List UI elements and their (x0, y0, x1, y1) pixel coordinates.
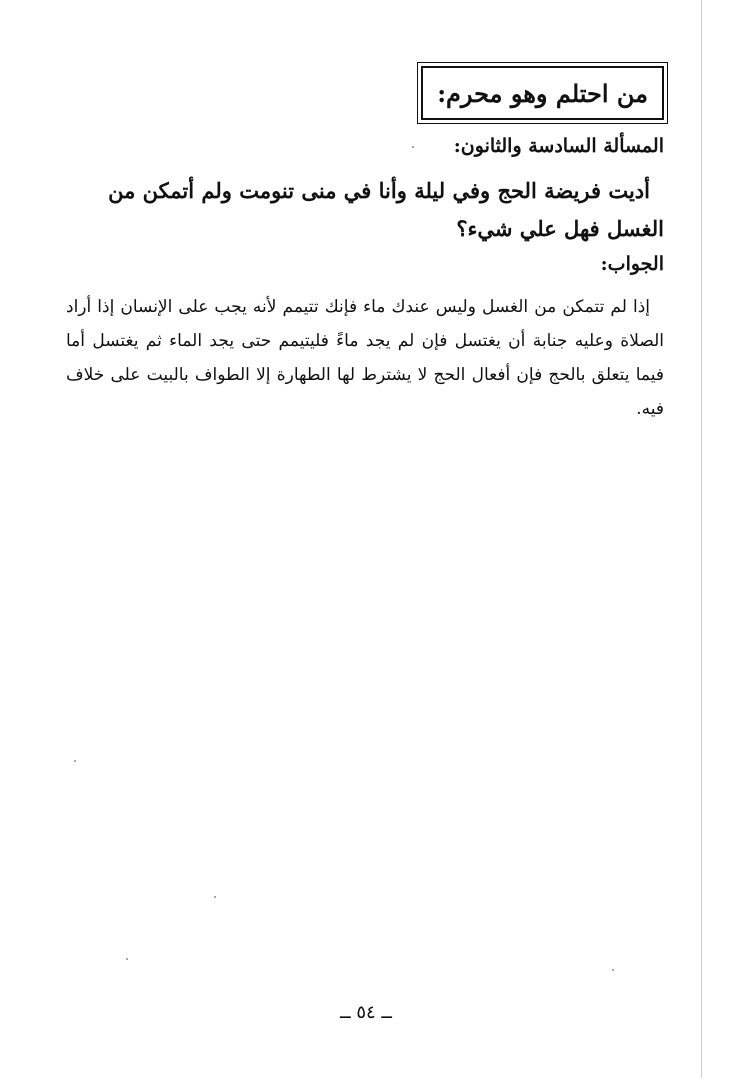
answer-text: إذا لم تتمكن من الغسل وليس عندك ماء فإنك تتيمم لأنه يجب على الإنسان إذا أراد الصلاة وعليه جنابة أن يغتسل فإن لم يجد ماءً فليتيمم حتى يجد الماء ثم يغتسل أما فيما يتعلق بالحج فإن أفعال الحج لا يشترط لها الطهارة إلا الطواف بالبيت على خلاف فيه. (66, 297, 664, 419)
answer-label: الجواب: (600, 253, 664, 275)
section-title-box (421, 66, 664, 120)
section-title: من احتلم وهو محرم: (437, 78, 648, 108)
scan-speck (412, 146, 414, 148)
scan-speck (612, 969, 614, 971)
page-number: ــ ٥٤ ــ (340, 1002, 392, 1023)
page-edge-line (701, 0, 702, 1078)
question-label: المسألة السادسة والثانون: (453, 135, 664, 157)
question-text: أديت فريضة الحج وفي ليلة وأنا في منى تنومت ولم أتمكن من الغسل فهل علي شيء؟ (108, 178, 664, 241)
scan-speck (126, 958, 128, 960)
scan-speck (74, 760, 76, 762)
scan-speck (214, 896, 216, 898)
